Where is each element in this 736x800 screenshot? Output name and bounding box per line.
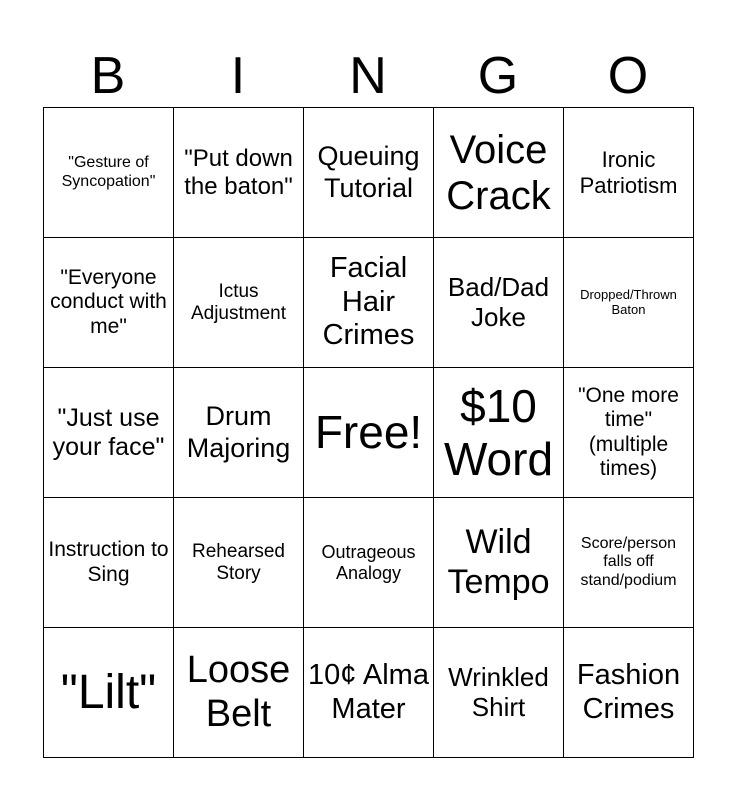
bingo-cell[interactable]	[44, 238, 174, 368]
bingo-cell-text: "One more time" (multiple times)	[578, 384, 679, 480]
bingo-cell[interactable]	[44, 628, 174, 758]
bingo-cell[interactable]	[304, 498, 434, 628]
bingo-cell-text: "Put down the baton"	[184, 144, 293, 200]
header-letter-o: O	[607, 47, 649, 105]
bingo-cell[interactable]	[434, 628, 564, 758]
bingo-cell-text: Ironic Patriotism	[579, 147, 678, 198]
bingo-cell-text: Facial Hair Crimes	[322, 252, 415, 352]
bingo-cell-text: Bad/Dad Joke	[447, 271, 550, 332]
bingo-cell[interactable]	[564, 368, 694, 498]
bingo-cell[interactable]	[304, 368, 434, 498]
bingo-cell-text: "Just use your face"	[52, 403, 165, 461]
bingo-cell-text: Rehearsed Story	[192, 540, 285, 584]
bingo-cell-text: Instruction to Sing	[48, 538, 169, 586]
header-letter-b: B	[90, 47, 126, 105]
bingo-cell-text: Wrinkled Shirt	[448, 661, 549, 722]
board-row	[44, 498, 694, 628]
bingo-cell[interactable]	[174, 238, 304, 368]
bingo-cell[interactable]	[174, 628, 304, 758]
bingo-cell[interactable]	[564, 498, 694, 628]
bingo-cell[interactable]	[564, 238, 694, 368]
bingo-cell-text: "Lilt"	[60, 665, 157, 719]
bingo-cell-text: Drum Majoring	[186, 401, 291, 463]
bingo-cell-text: $10 Word	[443, 379, 554, 485]
bingo-cell[interactable]	[304, 628, 434, 758]
bingo-cell[interactable]	[564, 108, 694, 238]
header-letter-n: N	[349, 47, 387, 105]
bingo-cell-text: 10¢ Alma Mater	[308, 659, 429, 725]
bingo-cell-text: Loose Belt	[186, 648, 291, 735]
bingo-cell-text: Voice Crack	[446, 127, 551, 218]
bingo-cell-text: Queuing Tutorial	[317, 141, 420, 203]
bingo-board	[43, 107, 694, 758]
bingo-cell[interactable]	[44, 368, 174, 498]
header-letter-g: G	[477, 47, 519, 105]
bingo-cell[interactable]	[304, 238, 434, 368]
bingo-cell[interactable]	[174, 368, 304, 498]
bingo-cell[interactable]	[434, 498, 564, 628]
bingo-cell[interactable]	[44, 108, 174, 238]
bingo-cell-text: "Gesture of Syncopation"	[61, 154, 156, 190]
bingo-cell-text: Free!	[314, 406, 423, 459]
bingo-cell[interactable]	[434, 108, 564, 238]
bingo-cell[interactable]	[434, 368, 564, 498]
bingo-cell[interactable]	[434, 238, 564, 368]
bingo-cell[interactable]	[44, 498, 174, 628]
bingo-cell-text: "Everyone conduct with me"	[50, 266, 167, 338]
header-letter-i: I	[230, 47, 246, 105]
bingo-cell-text: Outrageous Analogy	[321, 541, 416, 583]
board-row	[44, 628, 694, 758]
board-row	[44, 108, 694, 238]
bingo-header	[43, 44, 693, 108]
bingo-cell-text: Dropped/Thrown Baton	[580, 286, 677, 317]
board-row	[44, 238, 694, 368]
bingo-cell-text: Ictus Adjustment	[190, 280, 287, 324]
bingo-cell-text: Score/person falls off stand/podium	[580, 534, 677, 589]
bingo-cell[interactable]	[174, 498, 304, 628]
bingo-cell-text: Fashion Crimes	[576, 659, 681, 725]
bingo-cell[interactable]	[304, 108, 434, 238]
bingo-cell[interactable]	[564, 628, 694, 758]
bingo-cell-text: Wild Tempo	[447, 523, 550, 601]
board-row	[44, 368, 694, 498]
bingo-cell[interactable]	[174, 108, 304, 238]
